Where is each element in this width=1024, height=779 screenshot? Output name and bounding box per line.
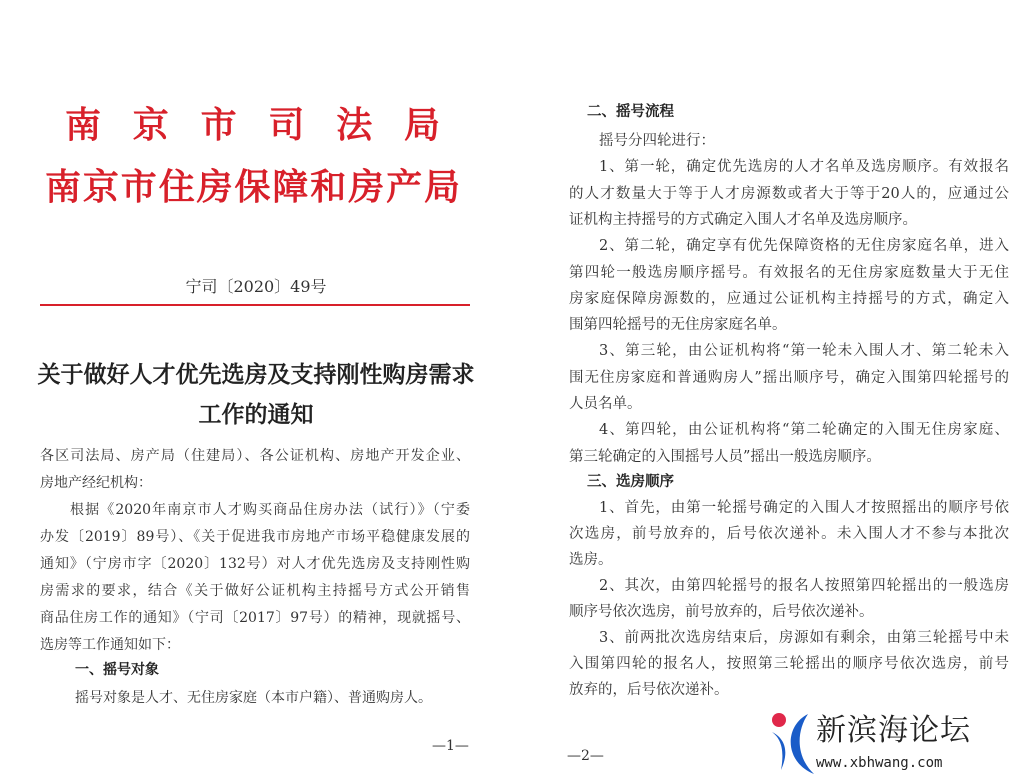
logo-name: 新滨海论坛	[816, 713, 971, 748]
text-line: 选房。	[569, 552, 613, 568]
text-line: 的人才数量大于等于人才房源数或者大于等于20人的，应通过公	[569, 185, 1009, 202]
text-line: 房需求的要求，结合《关于做好公证机构主持摇号方式公开销售	[40, 583, 470, 599]
section-1-text: 摇号对象是人才、无住房家庭（本市户籍）、普通购房人。	[75, 690, 432, 706]
watermark-logo	[770, 712, 1020, 775]
text-line: 各区司法局、房产局（住建局）、各公证机构、房地产开发企业、	[40, 448, 470, 464]
text-line: 第三轮确定的入围摇号人员”摇出一般选房顺序。	[569, 448, 881, 465]
text-line: 次选房，前号放弃的，后号依次递补。未入围人才不参与本批次	[569, 526, 1009, 542]
document-number: 宁司〔2020〕49号	[185, 277, 327, 296]
text-line: 放弃的，后号依次递补。	[569, 682, 729, 698]
text-line: 3、前两批次选房结束后，房源如有剩余，由第三轮摇号中未	[599, 630, 1009, 646]
page-number: —2—	[567, 748, 604, 764]
text-line: 1、第一轮，确定优先选房的人才名单及选房顺序。有效报名	[599, 159, 1009, 176]
text-line: 通知》（宁房市字〔2020〕132号）对人才优先选房及支持刚性购	[40, 556, 470, 572]
section-heading-2: 二、摇号流程	[587, 104, 674, 120]
text-line: 办发〔2019〕89号）、《关于促进我市房地产市场平稳健康发展的	[40, 529, 470, 545]
section-heading-3: 三、选房顺序	[587, 474, 674, 490]
issuer-header-1: 南京市司法局	[65, 104, 440, 146]
page-number: —1—	[432, 738, 469, 754]
document-title-line1: 关于做好人才优先选房及支持刚性购房需求	[37, 361, 475, 388]
page-1	[0, 0, 512, 775]
document-title-line2: 工作的通知	[198, 401, 314, 428]
text-line: 人员名单。	[569, 396, 642, 412]
text-line: 房地产经纪机构：	[40, 475, 152, 491]
text-line: 围第四轮摇号的无住房家庭名单。	[569, 317, 787, 334]
logo-url: www.xbhwang.com	[816, 755, 943, 771]
section-heading-1: 一、摇号对象	[75, 662, 159, 678]
text-line: 商品住房工作的通知》（宁司〔2017〕97号）的精神，现就摇号、	[40, 610, 470, 626]
red-divider	[40, 304, 470, 306]
text-line: 1、首先，由第一轮摇号确定的入围人才按照摇出的顺序号依	[599, 500, 1009, 516]
text-line: 4、第四轮，由公证机构将“第二轮确定的入围无住房家庭、	[599, 422, 1009, 439]
text-line: 顺序号依次选房，前号放弃的，后号依次递补。	[569, 604, 874, 620]
logo-mark-icon	[770, 712, 814, 775]
text-line: 2、其次，由第四轮摇号的报名人按照第四轮摇出的一般选房	[599, 578, 1009, 594]
text-line: 2、第二轮，确定享有优先保障资格的无住房家庭名单，进入	[599, 238, 1009, 255]
text-line: 房家庭保障房源数的，应通过公证机构主持摇号的方式，确定入	[569, 290, 1009, 307]
text-line: 3、第三轮，由公证机构将“第一轮未入围人才、第二轮未入	[599, 343, 1009, 360]
text-line: 选房等工作通知如下：	[40, 637, 180, 653]
text-line: 摇号分四轮进行：	[599, 133, 715, 149]
text-line: 围无住房家庭和普通购房人”摇出顺序号，确定入围第四轮摇号的	[569, 369, 1009, 386]
page-2	[512, 0, 1024, 775]
text-line: 根据《2020年南京市人才购买商品住房办法（试行）》（宁委	[70, 502, 470, 518]
text-line: 证机构主持摇号的方式确定入围人才名单及选房顺序。	[569, 211, 917, 228]
text-line: 第四轮一般选房顺序摇号。有效报名的无住房家庭数量大于无住	[569, 264, 1009, 281]
issuer-header-2: 南京市住房保障和房产局	[45, 166, 460, 208]
text-line: 入围第四轮的报名人，按照第三轮摇出的顺序号依次选房，前号	[569, 656, 1009, 672]
